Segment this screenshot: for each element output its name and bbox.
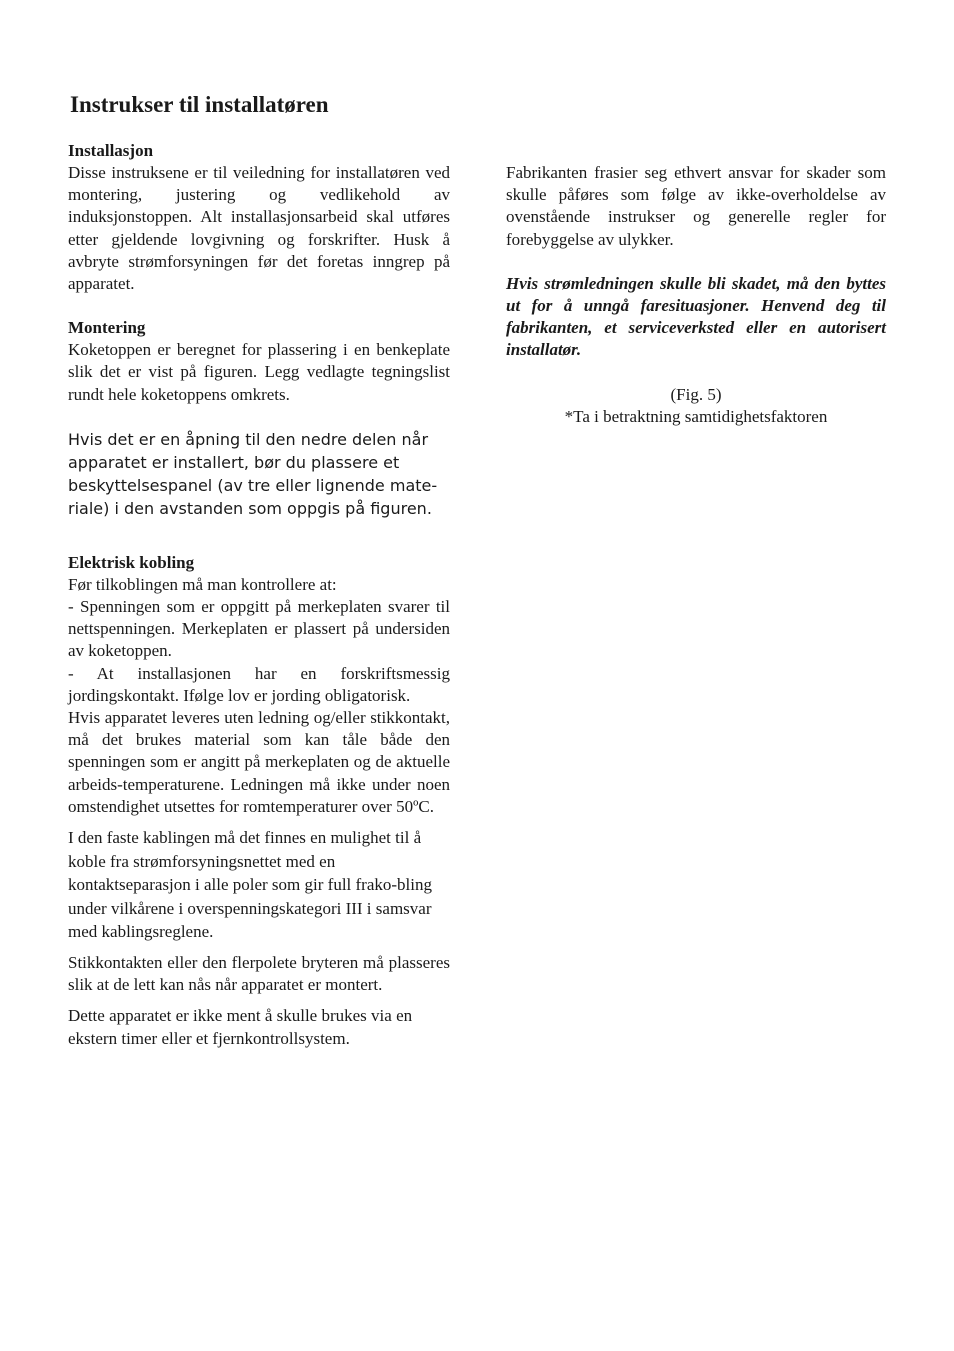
heading-installasjon: Installasjon [68,141,154,160]
disclaimer-text: Fabrikanten frasier seg ethvert ansvar for skader som skulle påføres som følge av ikke-overholdelse av ovenstående instrukser og generelle regler for forebyggelse av ulykker. [506,163,886,249]
heading-montering: Montering [68,318,146,338]
montering-note: Hvis det er en åpning til den nedre delen når apparatet er installert, bør du plassere et beskyttelsespanel (av tre eller lignende mate-riale) i den avstanden som oppgis på figuren. [68,429,438,518]
figure-note: *Ta i betraktning samtidighetsfaktoren [564,406,828,426]
plug-text: Stikkontakten eller den flerpolete bryteren må plasseres slik at de lett kan nås når apparatet er montert. [68,952,450,994]
check-item-grounding: - At installasjonen har en forskriftsmessig jordingskontakt. Ifølge lov er jording obligatorisk. [68,663,450,705]
left-column [68,140,450,1051]
montering-text: Koketoppen er beregnet for plassering i en benkeplate slik det er vist på figuren. Legg vedlagte tegningslist rundt hele koketoppens omkrets. [68,340,450,404]
fixed-wiring-text: I den faste kablingen må det finnes en mulighet til å koble fra strømforsyningsnettet med en kontaktseparasjon i alle poler som gir full frako-bling under vilkårene i overspenningskategori III i samsvar med kablingsreglene. [68,828,432,942]
figure-label: (Fig. 5) [670,384,722,404]
timer-text: Dette apparatet er ikke ment å skulle brukes via en ekstern timer eller et fjernkontrollsystem. [68,1005,413,1049]
heading-elektrisk: Elektrisk kobling [68,552,195,572]
page-title: Instrukser til installatøren [70,92,329,117]
warning-text: Hvis strømledningen skulle bli skadet, må den byttes ut for å unngå faresituasjoner. Henvend deg til fabrikanten, et serviceverksted eller en autorisert installatør. [506,273,886,360]
section-installasjon [68,140,450,295]
installasjon-text: Disse instruksene er til veiledning for installatøren ved montering, justering og vedlikehold av induksjonstoppen. Alt installasjonsarbeid skal utføres etter gjeldende lovgivning og forskrifter. Husk å avbryte strømforsyningen før det foretas inngrep på apparatet. [68,163,450,294]
section-elektrisk [68,552,450,1051]
section-montering [68,317,450,520]
right-column [506,162,886,428]
elektrisk-intro: Før tilkoblingen må man kontrollere at: [68,574,337,594]
check-list [68,596,450,707]
check-item-voltage: - Spenningen som er oppgitt på merkeplaten svarer til nettspenningen. Merkeplaten er plassert på undersiden av koketoppen. [68,597,450,661]
cable-text: Hvis apparatet leveres uten ledning og/eller stikkontakt, må det brukes material som kan tåle både den spenningen som er angitt på merkeplaten og de aktuelle arbeids-temperaturene. Ledningen må ikke under noen omstendighet utsettes for romtemperaturer over 50ºC. [68,708,450,816]
